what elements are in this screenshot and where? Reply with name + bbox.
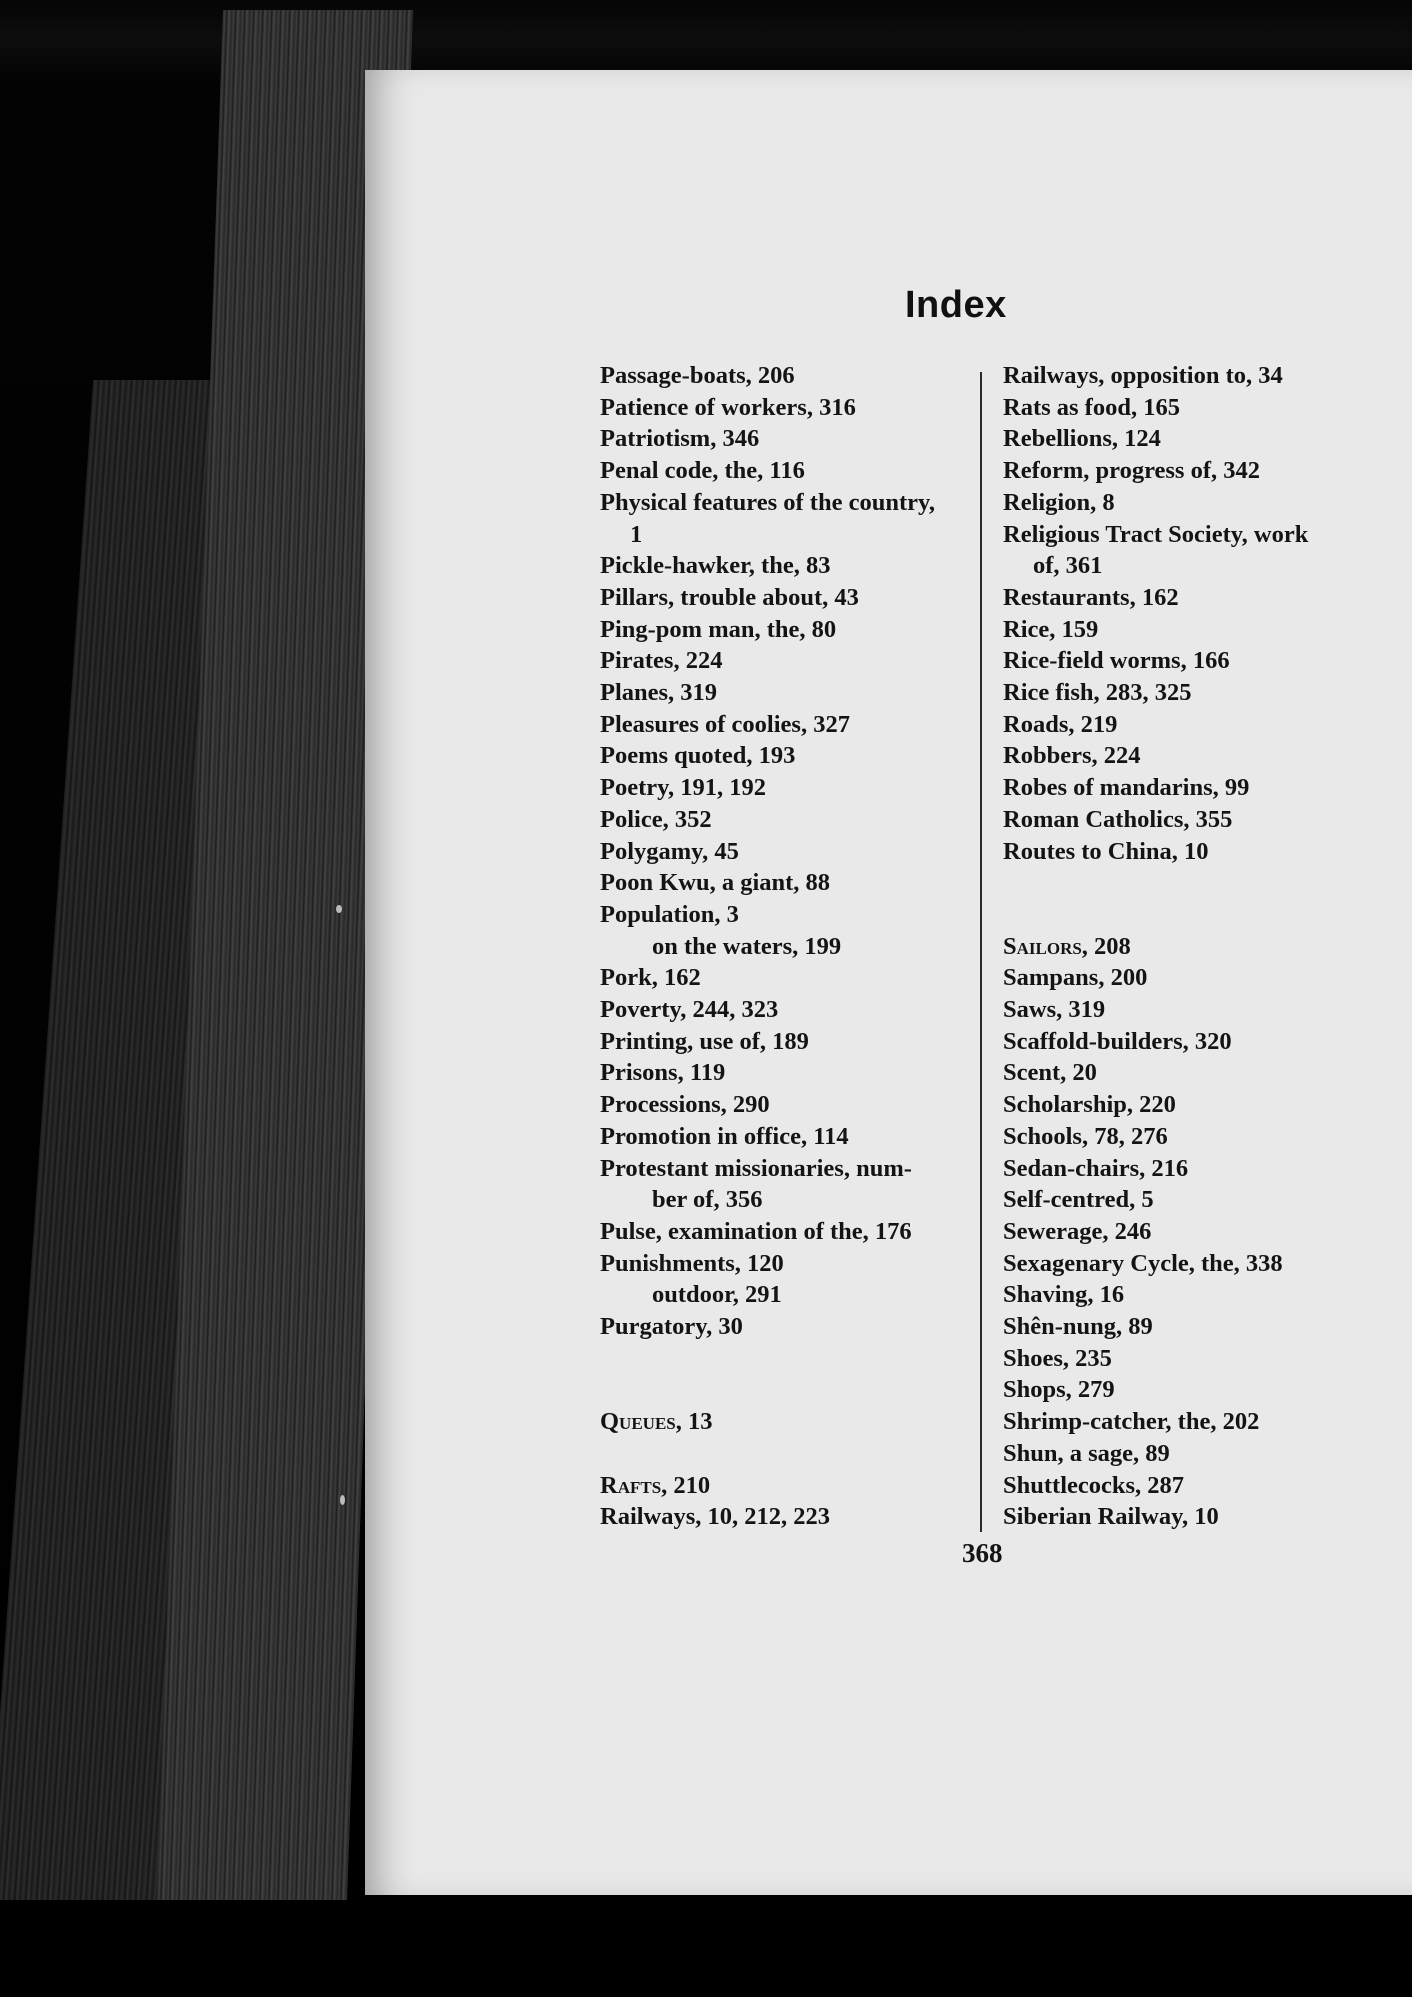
index-entry: Railways, opposition to, 34 xyxy=(1003,362,1283,389)
index-entry: Robes of mandarins, 99 xyxy=(1003,774,1250,802)
letter-gap xyxy=(1003,867,1373,930)
index-entry: 1 xyxy=(630,520,643,548)
column-divider xyxy=(980,372,982,1532)
index-entry: Promotion in office, 114 xyxy=(600,1122,849,1150)
index-entry: Processions, 290 xyxy=(600,1091,770,1119)
index-entry: Shên-nung, 89 xyxy=(1003,1313,1153,1341)
index-entry: ber of, 356 xyxy=(652,1186,763,1214)
letter-gap xyxy=(600,1343,972,1406)
dust-speck xyxy=(336,905,342,913)
index-entry: Sailors, 208 xyxy=(1003,932,1131,960)
index-entry: Religion, 8 xyxy=(1003,488,1115,516)
index-entry: Pirates, 224 xyxy=(600,647,723,675)
index-entry: Pickle-hawker, the, 83 xyxy=(600,552,831,580)
index-entry: Pillars, trouble about, 43 xyxy=(600,583,859,611)
index-entry: Rice-field worms, 166 xyxy=(1003,647,1230,675)
index-entry: Sedan-chairs, 216 xyxy=(1003,1154,1189,1182)
index-entry: Planes, 319 xyxy=(600,679,718,707)
index-entry: Sexagenary Cycle, the, 338 xyxy=(1003,1249,1283,1277)
index-entry: Robbers, 224 xyxy=(1003,742,1141,770)
index-entry: Rats as food, 165 xyxy=(1003,393,1180,421)
index-entry: Poetry, 191, 192 xyxy=(600,774,767,802)
index-entry: Rice, 159 xyxy=(1003,615,1099,643)
index-entry: Scholarship, 220 xyxy=(1003,1091,1176,1119)
index-entry: Shrimp-catcher, the, 202 xyxy=(1003,1408,1260,1436)
index-entry: Polygamy, 45 xyxy=(600,837,739,865)
index-entry: Punishments, 120 xyxy=(600,1249,784,1277)
page-number: 368 xyxy=(962,1538,1003,1568)
index-entry: Protestant missionaries, num- xyxy=(600,1154,912,1182)
index-entry: on the waters, 199 xyxy=(652,932,842,960)
index-entry: Pleasures of coolies, 327 xyxy=(600,710,850,738)
index-entry: Shuttlecocks, 287 xyxy=(1003,1471,1185,1499)
index-entry: Shoes, 235 xyxy=(1003,1344,1112,1372)
index-entry: Patriotism, 346 xyxy=(600,425,760,453)
index-entry: Scent, 20 xyxy=(1003,1059,1097,1087)
index-entry: outdoor, 291 xyxy=(652,1281,782,1309)
index-entry: Routes to China, 10 xyxy=(1003,837,1209,865)
index-entry: Rice fish, 283, 325 xyxy=(1003,679,1192,707)
page-title: Index xyxy=(905,284,1007,326)
index-entry: Physical features of the country, xyxy=(600,488,936,516)
index-entry: Railways, 10, 212, 223 xyxy=(600,1503,831,1531)
index-entry: Purgatory, 30 xyxy=(600,1313,743,1341)
index-entry: Penal code, the, 116 xyxy=(600,457,805,485)
index-entry: Sampans, 200 xyxy=(1003,964,1148,992)
index-entry: Pulse, examination of the, 176 xyxy=(600,1217,912,1245)
index-entry: Poon Kwu, a giant, 88 xyxy=(600,869,831,897)
index-entry: Patience of workers, 316 xyxy=(600,393,856,421)
index-entry: Sewerage, 246 xyxy=(1003,1217,1152,1245)
index-entry: Siberian Railway, 10 xyxy=(1003,1503,1219,1531)
index-entry: Roman Catholics, 355 xyxy=(1003,805,1233,833)
index-entry: Shaving, 16 xyxy=(1003,1281,1125,1309)
index-entry: Saws, 319 xyxy=(1003,996,1106,1024)
index-entry: Pork, 162 xyxy=(600,964,701,992)
index-column-left xyxy=(600,360,972,1533)
index-entry: Shun, a sage, 89 xyxy=(1003,1439,1170,1467)
index-entry: Roads, 219 xyxy=(1003,710,1118,738)
index-entry: Restaurants, 162 xyxy=(1003,583,1179,611)
index-entry: Police, 352 xyxy=(600,805,712,833)
index-entry: Rafts, 210 xyxy=(600,1471,711,1499)
index-entry: of, 361 xyxy=(1033,552,1103,580)
letter-gap xyxy=(600,1438,972,1470)
index-entry: Printing, use of, 189 xyxy=(600,1027,809,1055)
dust-speck xyxy=(340,1495,345,1505)
index-entry: Religious Tract Society, work xyxy=(1003,520,1309,548)
index-entry: Ping-pom man, the, 80 xyxy=(600,615,837,643)
index-entry: Schools, 78, 276 xyxy=(1003,1122,1168,1150)
index-entry: Population, 3 xyxy=(600,900,739,928)
index-entry: Prisons, 119 xyxy=(600,1059,726,1087)
index-entry: Passage-boats, 206 xyxy=(600,362,795,389)
index-entry: Shops, 279 xyxy=(1003,1376,1115,1404)
index-entry: Self-centred, 5 xyxy=(1003,1186,1154,1214)
index-entry: Rebellions, 124 xyxy=(1003,425,1161,453)
index-entry: Poems quoted, 193 xyxy=(600,742,796,770)
index-entry: Scaffold-builders, 320 xyxy=(1003,1027,1232,1055)
index-entry: Queues, 13 xyxy=(600,1408,713,1436)
index-entry: Poverty, 244, 323 xyxy=(600,996,779,1024)
index-entry: Reform, progress of, 342 xyxy=(1003,457,1260,485)
index-column-right xyxy=(1003,360,1373,1533)
